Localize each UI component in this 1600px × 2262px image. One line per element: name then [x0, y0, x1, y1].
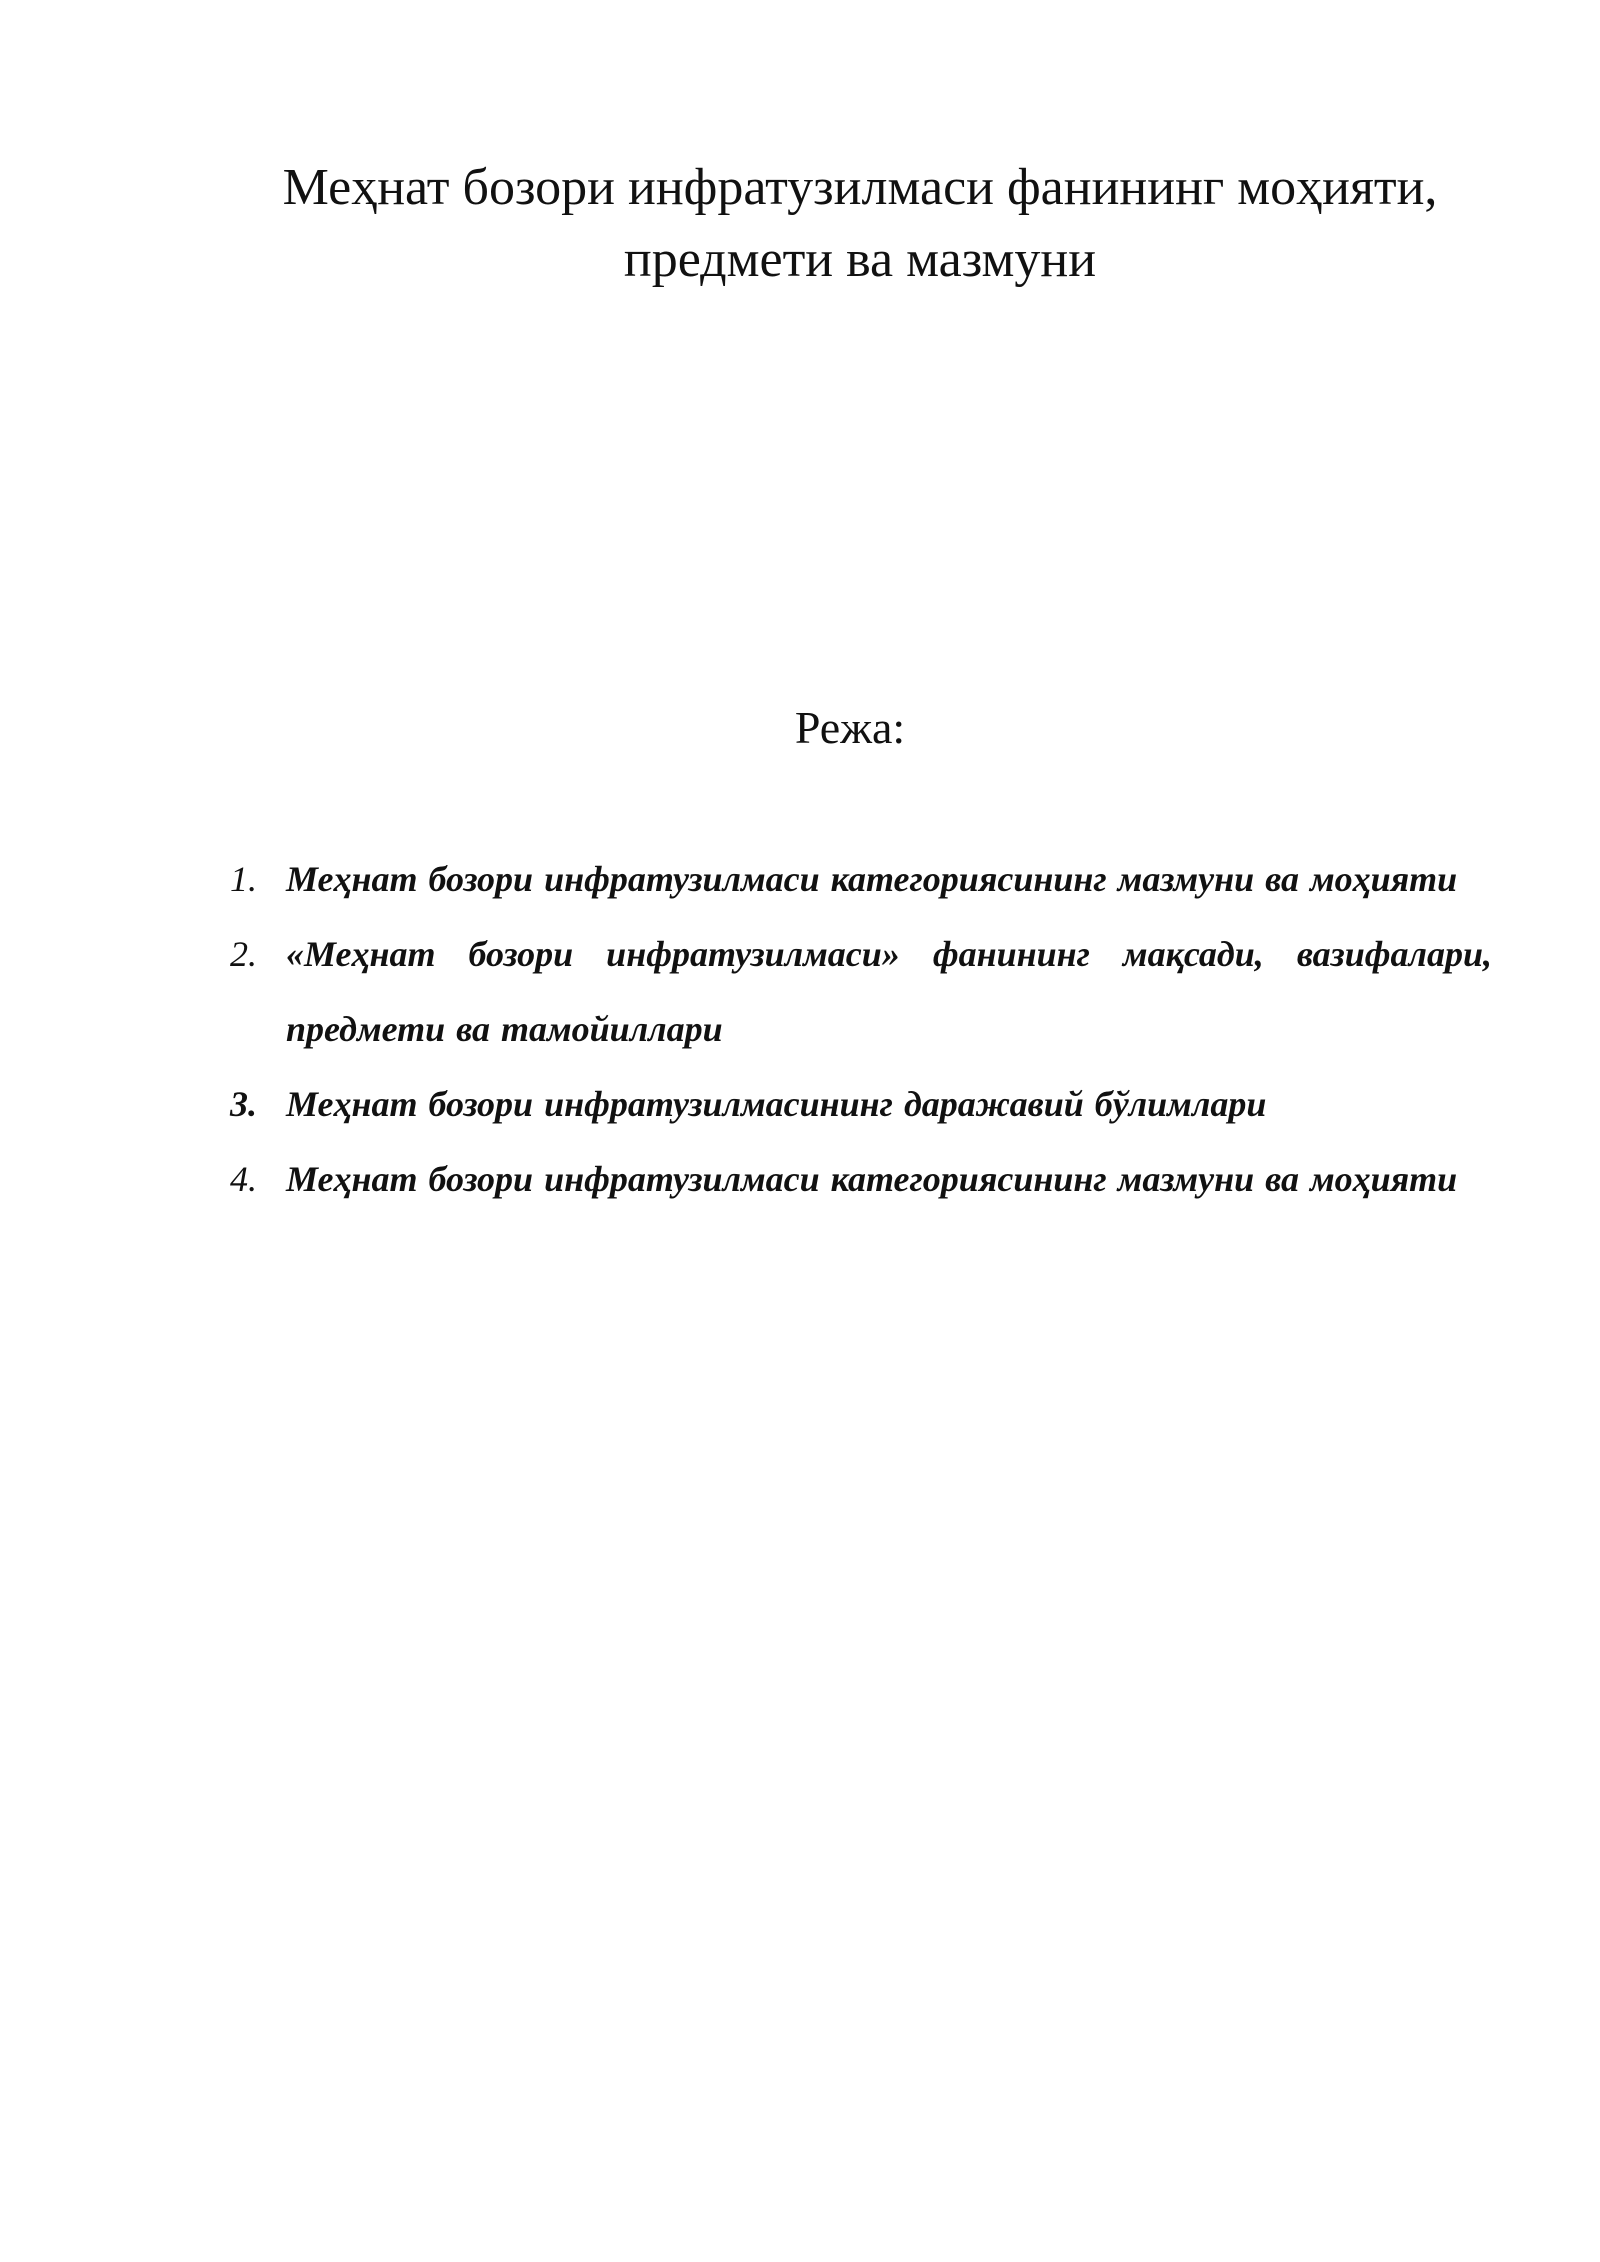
plan-item-2: [230, 917, 1492, 1067]
plan-item-text: Меҳнат бозори инфратузилмасининг даражавий бўлимлари: [286, 1084, 1267, 1124]
plan-heading: Режа:: [794, 702, 906, 753]
title-line-2: предмети ва мазмуни: [623, 231, 1097, 288]
plan-item-number: 2.: [230, 934, 257, 974]
plan-item-text: Меҳнат бозори инфратузилмаси категориясининг мазмуни ва моҳияти: [286, 1159, 1458, 1199]
plan-item-1: [230, 842, 1492, 917]
document-title: [220, 152, 1500, 296]
plan-item-text: «Меҳнат бозори инфратузилмаси» фанининг мақсади, вазифалари, предмети ва тамойиллари: [286, 934, 1492, 1049]
plan-list: [230, 842, 1492, 1217]
plan-item-4: [230, 1142, 1492, 1217]
plan-item-text: Меҳнат бозори инфратузилмаси категориясининг мазмуни ва моҳияти: [286, 859, 1458, 899]
plan-item-number: 3.: [230, 1084, 257, 1124]
plan-item-number: 1.: [230, 859, 257, 899]
title-line-1: Меҳнат бозори инфратузилмаси фанининг моҳияти,: [282, 159, 1438, 216]
plan-item-3: [230, 1067, 1492, 1142]
plan-item-number: 4.: [230, 1159, 257, 1199]
